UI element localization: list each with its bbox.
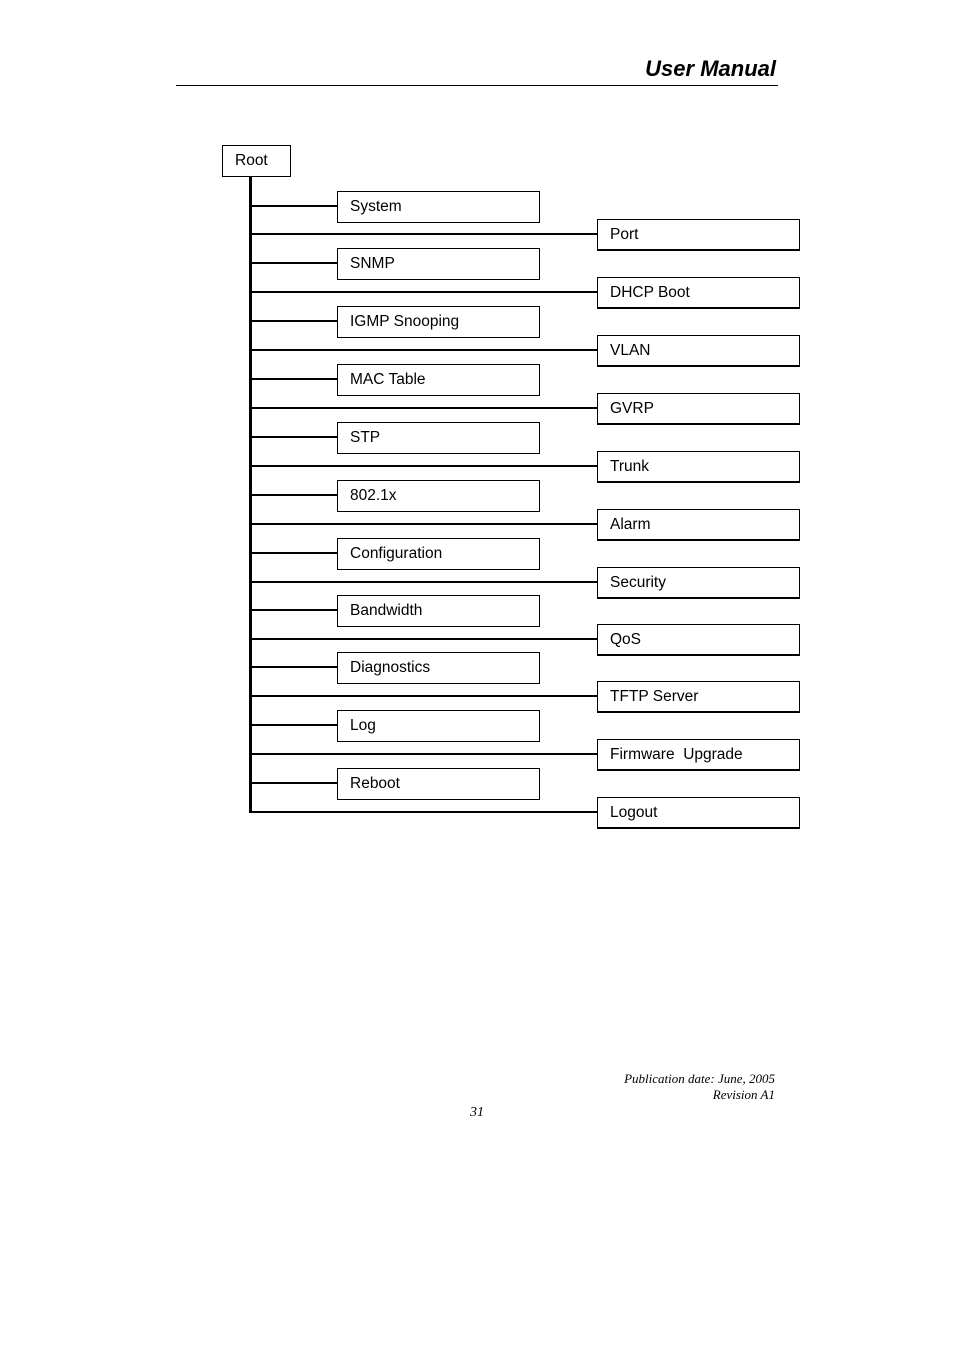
publication-info <box>624 1071 775 1103</box>
tree-branch-line <box>251 349 597 351</box>
tree-branch-line <box>251 695 597 697</box>
tree-node-left: Configuration <box>337 538 540 570</box>
tree-branch-line <box>251 262 337 264</box>
tree-branch-line <box>251 494 337 496</box>
tree-branch-line <box>251 811 597 813</box>
tree-node-left: 802.1x <box>337 480 540 512</box>
tree-node-left: MAC Table <box>337 364 540 396</box>
tree-branch-line <box>251 552 337 554</box>
tree-branch-line <box>251 407 597 409</box>
tree-branch-line <box>251 609 337 611</box>
tree-branch-line <box>251 436 337 438</box>
tree-node-left: Bandwidth <box>337 595 540 627</box>
publication-date: Publication date: June, 2005 <box>624 1071 775 1086</box>
tree-node-left: Reboot <box>337 768 540 800</box>
tree-branch-line <box>251 666 337 668</box>
tree-node-root: Root <box>222 145 291 177</box>
tree-branch-line <box>251 581 597 583</box>
tree-node-right: Trunk <box>597 451 800 483</box>
tree-node-right: GVRP <box>597 393 800 425</box>
tree-node-left: System <box>337 191 540 223</box>
tree-node-right: Port <box>597 219 800 251</box>
tree-branch-line <box>251 233 597 235</box>
page-number: 31 <box>470 1105 484 1120</box>
tree-node-left: SNMP <box>337 248 540 280</box>
tree-branch-line <box>251 291 597 293</box>
tree-node-right: VLAN <box>597 335 800 367</box>
tree-branch-line <box>251 378 337 380</box>
tree-node-right: DHCP Boot <box>597 277 800 309</box>
tree-node-right: Logout <box>597 797 800 829</box>
tree-node-right: QoS <box>597 624 800 656</box>
tree-branch-line <box>251 782 337 784</box>
header-rule <box>176 85 778 86</box>
tree-node-left: Log <box>337 710 540 742</box>
tree-node-right: Firmware Upgrade <box>597 739 800 771</box>
tree-branch-line <box>251 205 337 207</box>
tree-branch-line <box>251 638 597 640</box>
tree-node-left: STP <box>337 422 540 454</box>
tree-branch-line <box>251 724 337 726</box>
tree-branch-line <box>251 523 597 525</box>
tree-branch-line <box>251 753 597 755</box>
tree-node-left: IGMP Snooping <box>337 306 540 338</box>
revision: Revision A1 <box>712 1087 775 1102</box>
tree-node-right: Security <box>597 567 800 599</box>
tree-branch-line <box>251 465 597 467</box>
tree-node-left: Diagnostics <box>337 652 540 684</box>
tree-branch-line <box>251 320 337 322</box>
tree-node-right: TFTP Server <box>597 681 800 713</box>
tree-node-right: Alarm <box>597 509 800 541</box>
document-title: User Manual <box>645 56 776 81</box>
